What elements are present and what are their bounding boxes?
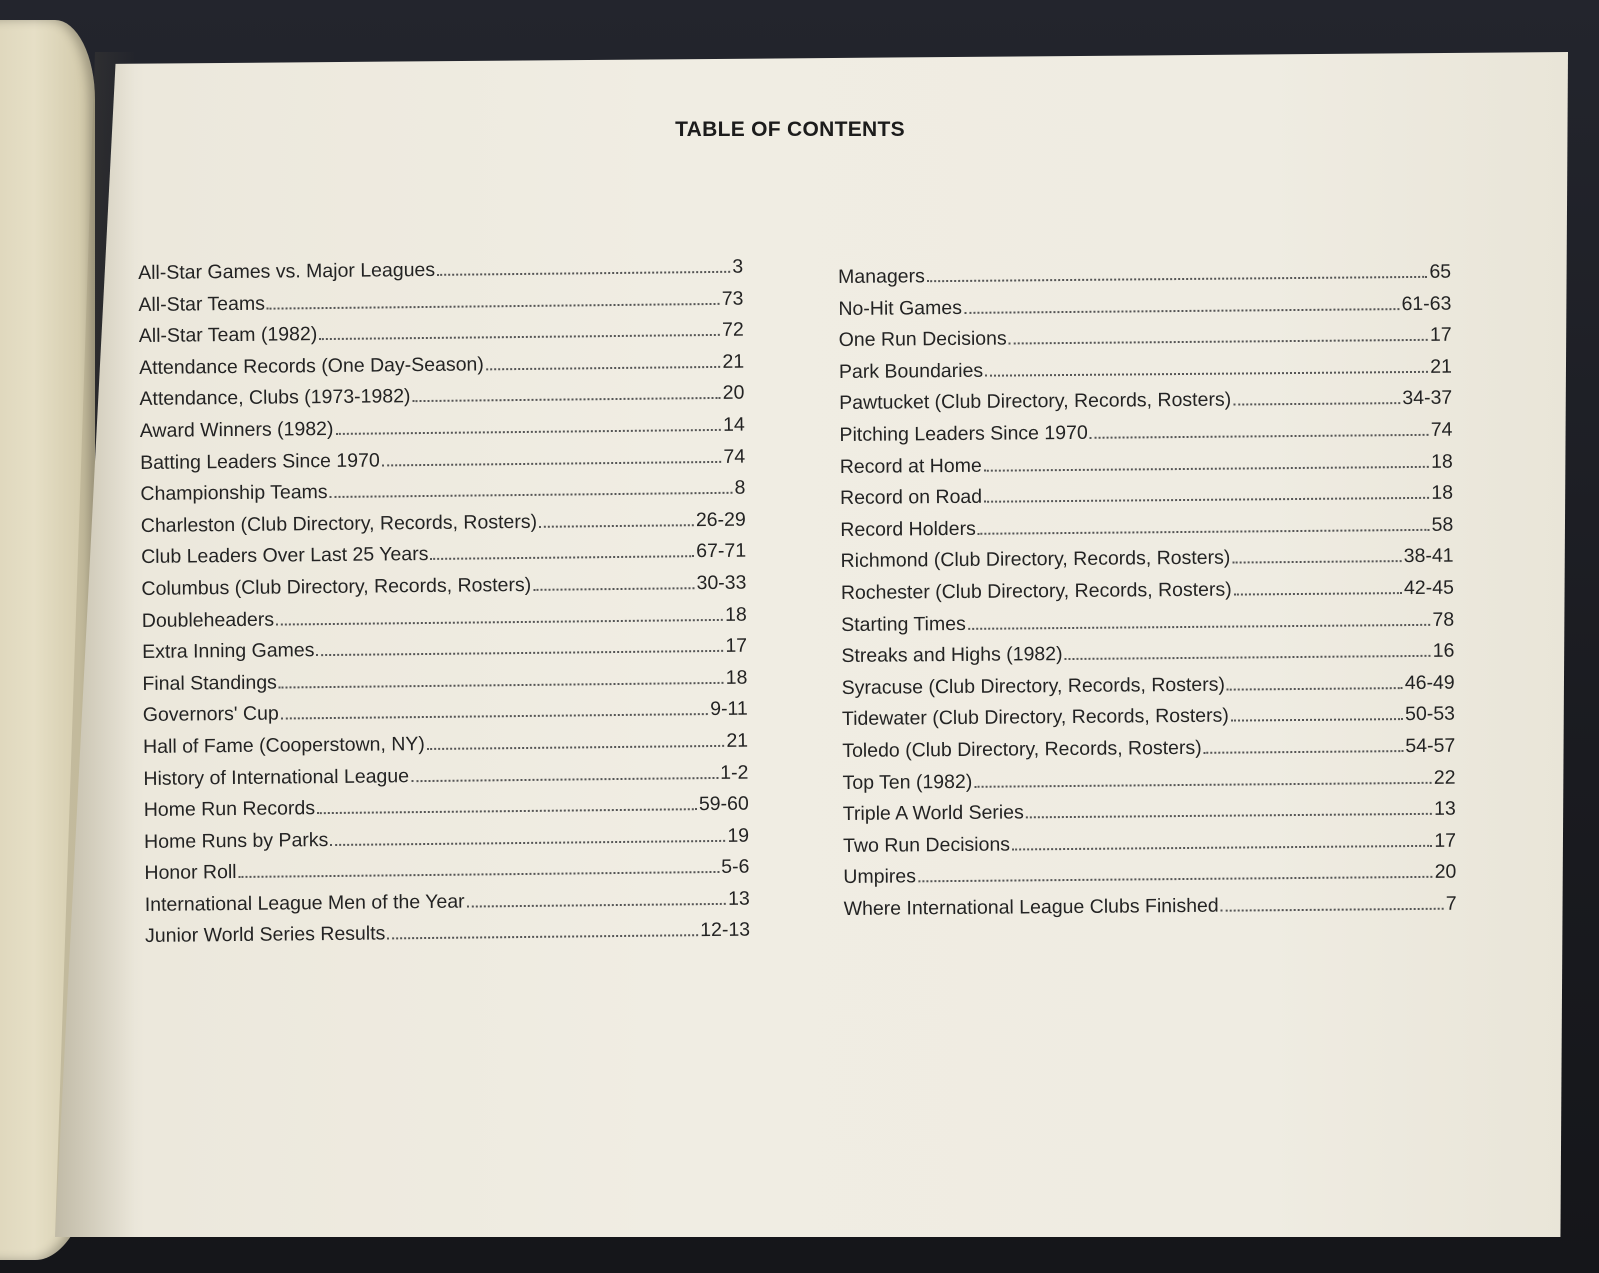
toc-entry-page: 5-6 (721, 855, 750, 879)
dot-leader (1233, 402, 1400, 405)
toc-entry-label: Charleston (Club Directory, Records, Rosters) (140, 510, 538, 537)
toc-entry-page: 1-2 (720, 761, 749, 784)
toc-entry-label: Award Winners (1982) (139, 417, 334, 442)
dot-leader (927, 276, 1428, 282)
toc-entry-page: 13 (1433, 797, 1456, 820)
toc-entry-page: 26-29 (695, 508, 746, 531)
dot-leader (1221, 908, 1444, 912)
toc-entry-page: 59-60 (698, 792, 749, 816)
toc-entry-page: 3 (732, 255, 744, 278)
toc-entry-label: Record Holders (840, 517, 976, 541)
dot-leader (330, 492, 733, 498)
toc-entry-label: Record at Home (839, 454, 982, 478)
toc-entry-label: Hall of Fame (Cooperstown, NY) (143, 732, 425, 758)
toc-entry-page: 21 (722, 350, 745, 373)
toc-entry-page: 65 (1429, 260, 1452, 283)
toc-entry-label: No-Hit Games (838, 296, 963, 320)
toc-entry-label: Attendance, Clubs (1973-1982) (139, 385, 411, 411)
toc-entry-label: Honor Roll (144, 861, 237, 885)
toc-entry-page: 17 (1434, 829, 1457, 852)
toc-entry-page: 17 (725, 634, 748, 657)
toc-entry-page: 38-41 (1403, 544, 1454, 568)
dot-leader (974, 781, 1432, 787)
toc-entry-label: Club Leaders Over Last 25 Years (141, 543, 429, 569)
dot-leader (411, 776, 718, 781)
dot-leader (984, 497, 1429, 503)
dot-leader (267, 303, 720, 310)
dot-leader (382, 460, 722, 466)
toc-entry-label: Governors' Cup (142, 702, 279, 727)
dot-leader (427, 745, 725, 750)
dot-leader (1012, 845, 1432, 851)
toc-entry-page: 74 (1430, 418, 1453, 441)
toc-entry-label: International League Men of the Year (144, 890, 465, 916)
dot-leader (1234, 592, 1402, 595)
toc-entry-page: 30-33 (696, 571, 747, 595)
dot-leader (330, 840, 725, 846)
toc-right-column (838, 257, 1457, 926)
toc-entry-label: All-Star Games vs. Major Leagues (138, 258, 436, 284)
dot-leader (918, 876, 1433, 882)
dot-leader (1090, 434, 1429, 439)
toc-entry (843, 794, 1456, 831)
toc-entry-page: 58 (1431, 513, 1454, 536)
dot-leader (437, 271, 730, 276)
toc-entry-page: 13 (727, 887, 750, 910)
toc-entry-page: 78 (1432, 608, 1455, 631)
toc-entry-page: 18 (1430, 450, 1453, 473)
toc-entry-page: 74 (723, 445, 746, 468)
dot-leader (335, 429, 721, 435)
dot-leader (319, 334, 720, 340)
toc-entry-label: Starting Times (841, 612, 966, 636)
toc-entry-label: Junior World Series Results (144, 922, 386, 948)
toc-entry (145, 915, 750, 953)
toc-entry-page: 16 (1432, 639, 1455, 662)
toc-entry-label: Home Run Records (143, 797, 316, 822)
dot-leader (984, 465, 1429, 471)
dot-leader (279, 682, 724, 689)
dot-leader (281, 713, 708, 719)
toc-entry-label: Triple A World Series (842, 801, 1024, 826)
toc-entry-label: Syracuse (Club Directory, Records, Rosters) (841, 673, 1226, 699)
dot-leader (964, 308, 1400, 314)
dot-leader (968, 623, 1431, 629)
toc-entry-label: Umpires (843, 865, 917, 889)
dot-leader (978, 529, 1430, 535)
toc-entry (839, 383, 1452, 420)
toc-entry-page: 72 (721, 318, 744, 342)
toc-entry-label: Two Run Decisions (842, 833, 1011, 857)
dot-leader (1065, 655, 1431, 660)
toc-entry-page: 18 (1431, 481, 1454, 504)
toc-entry-page: 20 (1434, 860, 1457, 884)
toc-entry-page: 21 (726, 729, 749, 752)
dot-leader (1231, 718, 1403, 722)
dot-leader (317, 808, 697, 814)
dot-leader (276, 618, 723, 625)
toc-entry-page: 20 (722, 382, 745, 405)
toc-entry-page: 54-57 (1405, 734, 1456, 757)
toc-entry-label: Record on Road (839, 485, 983, 510)
toc-entry-label: History of International League (143, 764, 410, 790)
toc-entry (843, 825, 1456, 862)
toc-entry-label: Managers (838, 265, 925, 288)
dot-leader (1026, 813, 1432, 819)
toc-entry-page: 19 (727, 824, 750, 847)
toc-entry-page: 67-71 (696, 539, 747, 563)
toc-entry-page: 14 (722, 413, 745, 436)
toc-entry-label: Columbus (Club Directory, Records, Rosters) (141, 573, 532, 600)
dot-leader (430, 556, 694, 561)
toc-entry-label: Streaks and Highs (1982) (841, 643, 1063, 668)
toc-entry-label: Doubleheaders (141, 608, 275, 632)
toc-entry-page: 22 (1433, 766, 1456, 789)
dot-leader (539, 524, 694, 528)
toc-entry-page: 61-63 (1401, 292, 1452, 315)
toc-entry-label: Pitching Leaders Since 1970 (839, 421, 1088, 446)
dot-leader (985, 371, 1428, 377)
toc-entry-page: 18 (725, 666, 748, 689)
dot-leader (467, 903, 726, 908)
toc-entry-page: 18 (724, 603, 747, 626)
dot-leader (1009, 339, 1428, 345)
toc-entry-label: Pawtucket (Club Directory, Records, Rosters) (839, 388, 1232, 415)
dot-leader (317, 650, 724, 656)
toc-left-column (138, 252, 750, 953)
toc-entry-label: Extra Inning Games (142, 639, 315, 664)
toc-entry-label: Batting Leaders Since 1970 (140, 449, 380, 474)
toc-entry-label: Where International League Clubs Finished (843, 894, 1219, 920)
toc-entry-label: One Run Decisions (838, 327, 1007, 352)
toc-entry-label: Rochester (Club Directory, Records, Rosters) (840, 578, 1232, 604)
toc-entry-label: Home Runs by Parks (143, 828, 329, 853)
toc-entry-label: Attendance Records (One Day-Season) (139, 353, 484, 379)
toc-entry-page: 9-11 (710, 697, 748, 721)
toc-entry-page: 12-13 (700, 919, 751, 942)
dot-leader (1227, 687, 1403, 691)
page-title: TABLE OF CONTENTS (675, 118, 905, 141)
toc-entry-label: All-Star Team (1982) (138, 323, 318, 348)
toc-entry-label: All-Star Teams (138, 292, 266, 316)
toc-entry-label: Toledo (Club Directory, Records, Rosters) (842, 736, 1202, 762)
toc-entry-label: Richmond (Club Directory, Records, Rosters) (840, 546, 1231, 573)
toc-entry-page: 8 (734, 476, 746, 499)
toc-entry-page: 50-53 (1404, 702, 1456, 726)
dot-leader (533, 587, 694, 591)
toc-entry-label: Park Boundaries (838, 359, 984, 383)
toc-entry-page: 17 (1429, 323, 1452, 347)
dot-leader (239, 871, 720, 878)
toc-entry-label: Championship Teams (140, 481, 328, 506)
toc-entry-page: 21 (1430, 355, 1453, 378)
toc-entry-page: 7 (1445, 892, 1457, 915)
toc-entry-label: Final Standings (142, 671, 277, 695)
toc-entry-label: Top Ten (1982) (842, 770, 973, 794)
dot-leader (387, 935, 698, 940)
toc-entry-page: 46-49 (1404, 671, 1455, 694)
toc-entry-page: 42-45 (1403, 576, 1454, 600)
dot-leader (1204, 750, 1404, 754)
dot-leader (1232, 560, 1401, 563)
toc-entry-page: 73 (721, 287, 744, 310)
toc-entry-page: 34-37 (1402, 387, 1453, 410)
toc-entry-label: Tidewater (Club Directory, Records, Rosters) (841, 704, 1229, 731)
dot-leader (413, 397, 721, 402)
dot-leader (486, 366, 721, 370)
toc-entry (844, 889, 1457, 926)
